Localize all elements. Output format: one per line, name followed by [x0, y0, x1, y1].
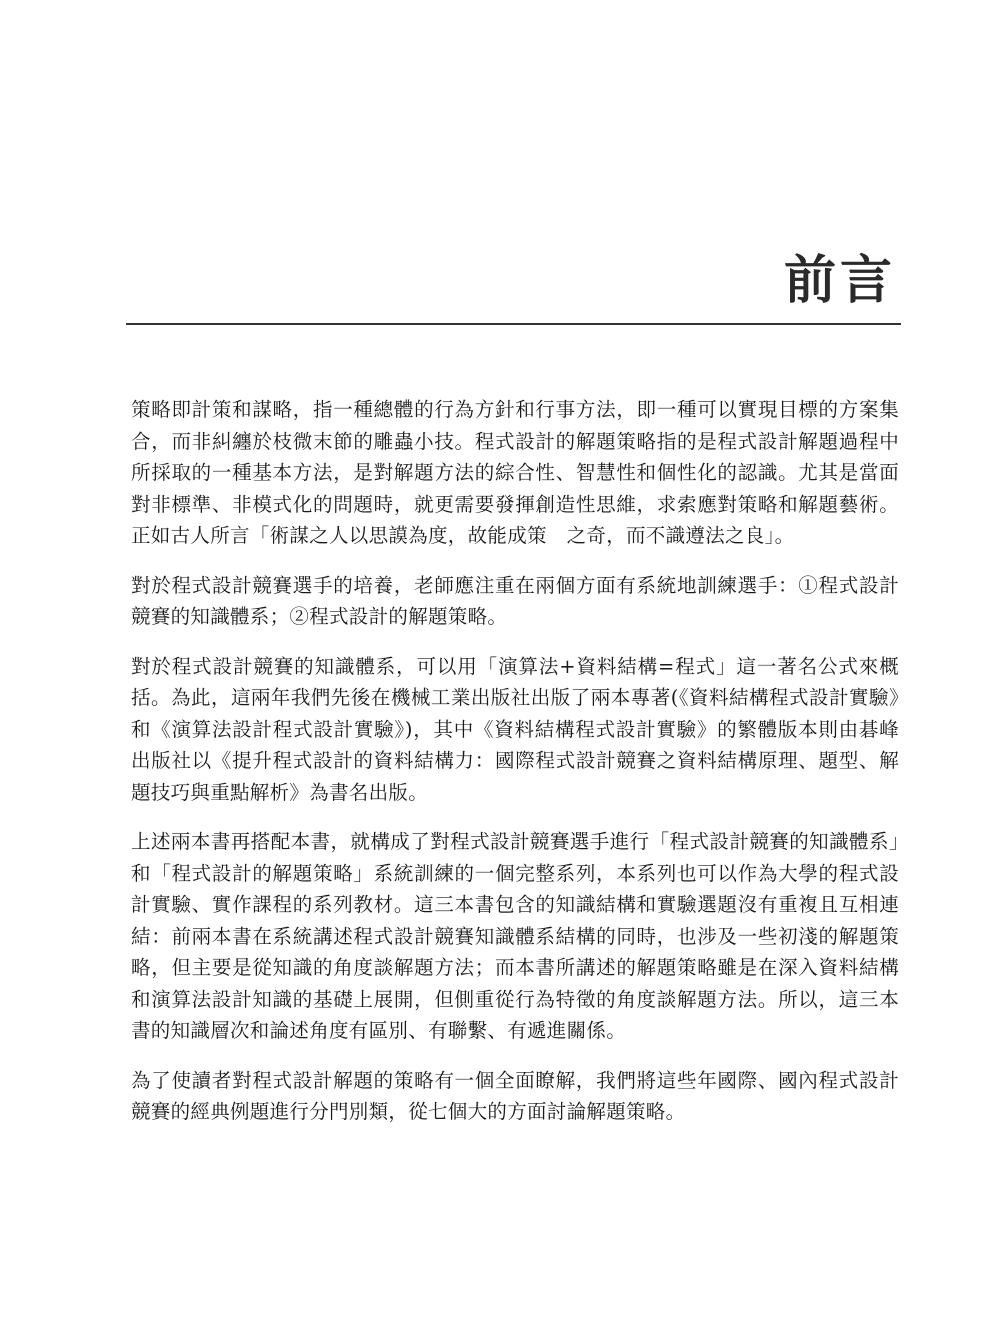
paragraph-2: 對於程式設計競賽選手的培養，老師應注重在兩個方面有系統地訓練選手：①程式設計競賽的知識體系；②程式設計的解題策略。 — [131, 573, 899, 628]
title-underline — [126, 323, 901, 325]
paragraph-3: 對於程式設計競賽的知識體系，可以用「演算法+資料結構=程式」這一著名公式來概括。為此，這兩年我們先後在機械工業出版社出版了兩本專著(《資料結構程式設計實驗》和《演算法設計程式設計實驗》)，其中《資料結構程式設計實驗》的繁體版本則由碁峰出版社以《提升程式設計的資料結構力：國際程式設計競賽之資料結構原理、題型、解題技巧與重點解析》為書名出版。 — [131, 654, 899, 804]
paragraph-4: 上述兩本書再搭配本書，就構成了對程式設計競賽選手進行「程式設計競賽的知識體系」和「程式設計的解題策略」系統訓練的一個完整系列，本系列也可以作為大學的程式設計實驗、實作課程的系列教材。這三本書包含的知識結構和實驗選題沒有重複且互相連結：前兩本書在系統講述程式設計競賽知識體系結構的同時，也涉及一些初淺的解題策略，但主要是從知識的角度談解題方法；而本書所講述的解題策略雖是在深入資料結構和演算法設計知識的基礎上展開，但側重從行為特徵的角度談解題方法。所以，這三本書的知識層次和論述角度有區別、有聯繫、有遞進關係。 — [131, 830, 899, 1042]
paragraph-1: 策略即計策和謀略，指一種總體的行為方針和行事方法，即一種可以實現目標的方案集合，而非糾纏於枝微末節的雕蟲小技。程式設計的解題策略指的是程式設計解題過程中所採取的一種基本方法，是對解題方法的綜合性、智慧性和個性化的認識。尤其是當面對非標準、非模式化的問題時，就更需要發揮創造性思維，求索應對策略和解題藝術。正如古人所言「術謀之人以思謨為度，故能成策 之奇，而不識遵法之良」。 — [131, 398, 899, 547]
page-title: 前言 — [783, 251, 896, 311]
paragraph-5: 為了使讀者對程式設計解題的策略有一個全面瞭解，我們將這些年國際、國內程式設計競賽的經典例題進行分門別類，從七個大的方面討論解題策略。 — [131, 1068, 899, 1123]
body-text — [131, 394, 899, 1146]
